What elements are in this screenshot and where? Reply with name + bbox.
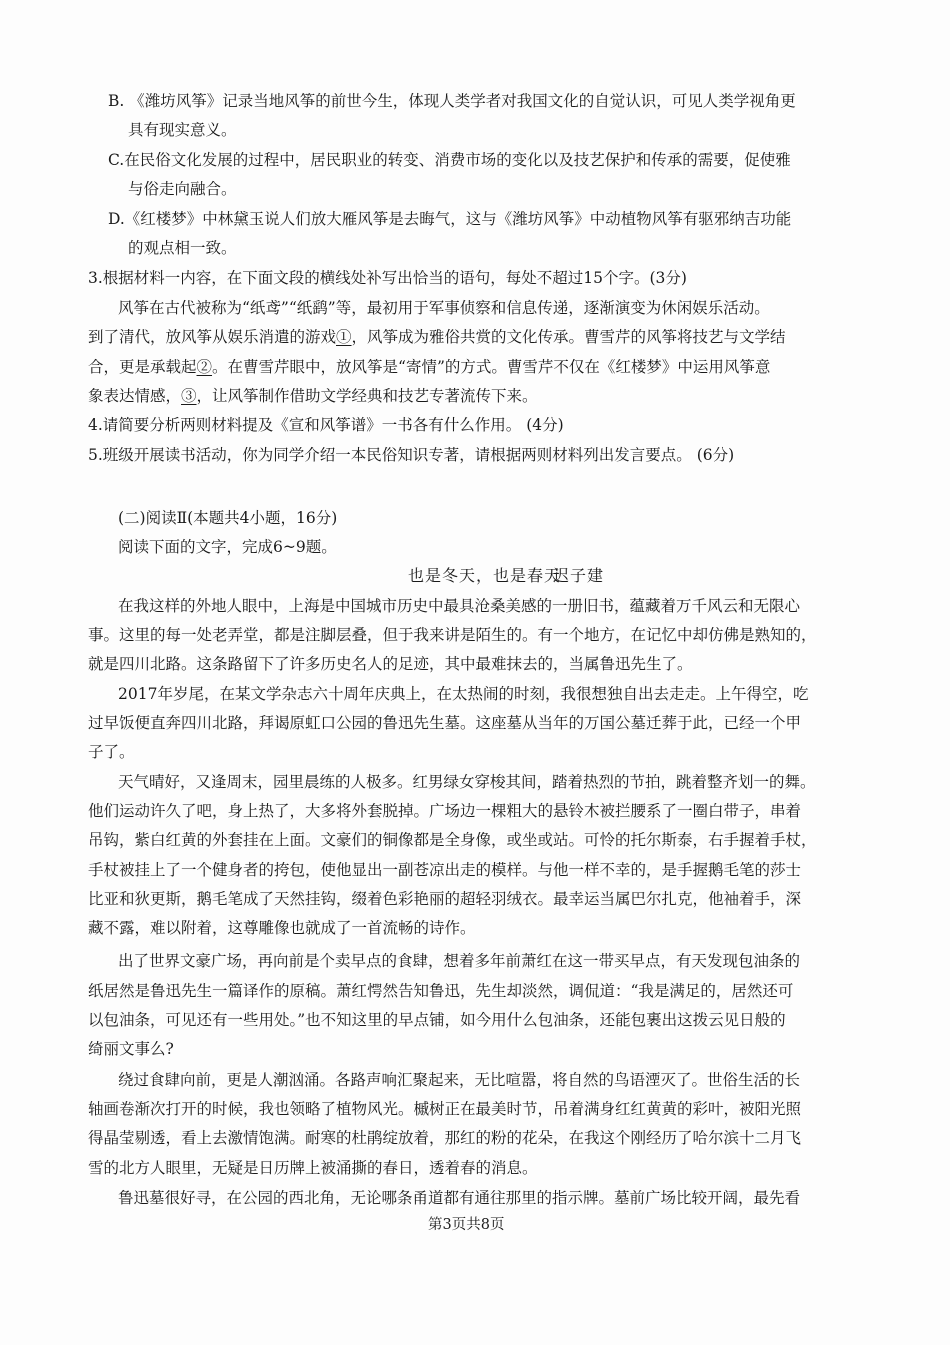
article-line: 出了世界文豪广场，再向前是个卖早点的食肆，想着多年前萧红在这一带买早点，有天发现包油条的: [118, 952, 801, 970]
question-3-paragraph-line-2: [88, 326, 786, 348]
option-b-line-1: B. 《潍坊风筝》记录当地风筝的前世今生，体现人类学者对我国文化的自觉认识，可见人类学视角更: [108, 92, 796, 110]
article-line: 天气晴好，又逢周末，园里晨练的人极多。红男绿女穿梭其间，踏着热烈的节拍，跳着整齐划一的舞。: [118, 773, 816, 791]
article-line: 子了。: [88, 743, 135, 761]
article-line: 2017年岁尾，在某文学杂志六十周年庆典上，在太热闹的时刻，我很想独自出去走走。上午得空，吃: [118, 685, 809, 703]
text-segment: 。在曹雪芹眼中，放风筝是“寄情”的方式。曹雪芹不仅在《红楼梦》中运用风筝意: [212, 358, 771, 376]
article-line: 过早饭便直奔四川北路，拜谒原虹口公园的鲁迅先生墓。这座墓从当年的万国公墓迁葬于此，已经一个甲: [88, 714, 802, 732]
article-title: 也是冬天，也是春天: [408, 566, 562, 585]
question-3-stem: 3.根据材料一内容，在下面文段的横线处补写出恰当的语句，每处不超过15个字。(3分): [88, 269, 687, 287]
text-segment: ，让风筝制作借助文学经典和技艺专著流传下来。: [196, 387, 538, 405]
option-c-line-1: C.在民俗文化发展的过程中，居民职业的转变、消费市场的变化以及技艺保护和传承的需要，促使雅: [108, 151, 791, 169]
option-c-line-2: 与俗走向融合。: [128, 180, 237, 198]
text-segment: 合，更是承载起: [88, 358, 197, 376]
article-line: 在我这样的外地人眼中，上海是中国城市历史中最具沧桑美感的一册旧书，蕴藏着万千风云和无限心: [118, 597, 801, 615]
text-segment: 象表达情感，: [88, 387, 182, 405]
text-segment: 到了清代，放风筝从娱乐消遣的游戏: [88, 328, 337, 346]
article-line: 藏不露，难以附着，这尊雕像也就成了一首流畅的诗作。: [88, 919, 476, 937]
fill-blank-3: ③: [181, 387, 197, 405]
article-author: 迟子建: [553, 566, 605, 585]
article-line: 吊钩，紫白红黄的外套挂在上面。文豪们的铜像都是全身像，或坐或站。可怜的托尔斯泰，右手握着手杖，: [88, 831, 817, 849]
article-line: 绮丽文事么?: [88, 1040, 174, 1058]
article-line: 手杖被挂上了一个健身者的挎包，使他显出一副苍凉出走的模样。与他一样不幸的，是手握鹅毛笔的莎士: [88, 861, 802, 879]
option-d-line-1: D.《红楼梦》中林黛玉说人们放大雁风筝是去晦气，这与《潍坊风筝》中动植物风筝有驱邪纳吉功能: [108, 210, 792, 228]
article-line: 他们运动许久了吧，身上热了，大多将外套脱掉。广场边一棵粗大的悬铃木被拦腰系了一圈白带子，串着: [88, 802, 802, 820]
question-3-paragraph-line-4: [88, 385, 538, 407]
fill-blank-1: ①: [336, 328, 352, 346]
article-line: 鲁迅墓很好寻，在公园的西北角，无论哪条甬道都有通往那里的指示牌。墓前广场比较开阔，最先看: [118, 1189, 801, 1207]
question-3-paragraph-line-1: 风筝在古代被称为“纸鸢”“纸鹞”等，最初用于军事侦察和信息传递，逐渐演变为休闲娱乐活动。: [118, 299, 770, 317]
question-4: 4.请简要分析两则材料提及《宣和风筝谱》一书各有什么作用。 (4分): [88, 416, 564, 434]
article-line: 轴画卷渐次打开的时候，我也领略了植物风光。槭树正在最美时节，吊着满身红红黄黄的彩叶，被阳光照: [88, 1100, 802, 1118]
question-5: 5.班级开展读书活动，你为同学介绍一本民俗知识专著，请根据两则材料列出发言要点。 (6分): [88, 446, 735, 464]
section-heading: (二)阅读Ⅱ(本题共4小题，16分): [118, 509, 338, 527]
article-line: 雪的北方人眼里，无疑是日历牌上被涌撕的春日，透着春的消息。: [88, 1159, 538, 1177]
option-b-line-2: 具有现实意义。: [128, 121, 237, 139]
page-number-footer: 第3页共8页: [428, 1217, 505, 1233]
article-line: 绕过食肆向前，更是人潮汹涌。各路声响汇聚起来，无比喧嚣，将自然的鸟语湮灭了。世俗生活的长: [118, 1071, 801, 1089]
article-line: 就是四川北路。这条路留下了许多历史名人的足迹，其中最难抹去的，当属鲁迅先生了。: [88, 655, 693, 673]
article-line: 以包油条，可见还有一些用处。”也不知这里的早点铺，如今用什么包油条，还能包裹出这拨云见日般的: [88, 1011, 786, 1029]
section-instruction: 阅读下面的文字，完成6~9题。: [118, 538, 337, 556]
option-d-line-2: 的观点相一致。: [128, 239, 237, 257]
article-line: 比亚和狄更斯，鹅毛笔成了天然挂钩，缀着色彩艳丽的超轻羽绒衣。最幸运当属巴尔扎克，他袖着手，深: [88, 890, 802, 908]
article-line: 事。这里的每一处老弄堂，都是注脚层叠，但于我来讲是陌生的。有一个地方，在记忆中却仿佛是熟知的，: [88, 626, 817, 644]
article-line: 得晶莹剔透，看上去激情饱满。耐寒的杜鹃绽放着，那红的粉的花朵，在我这个刚经历了哈尔滨十二月飞: [88, 1129, 802, 1147]
fill-blank-2: ②: [196, 358, 213, 376]
question-3-paragraph-line-3: [88, 356, 770, 378]
text-segment: ，风筝成为雅俗共赏的文化传承。曹雪芹的风筝将技艺与文学结: [351, 328, 786, 346]
article-line: 纸居然是鲁迅先生一篇译作的原稿。萧红愕然告知鲁迅，先生却淡然，调侃道：“我是满足的，居然还可: [88, 982, 794, 1000]
